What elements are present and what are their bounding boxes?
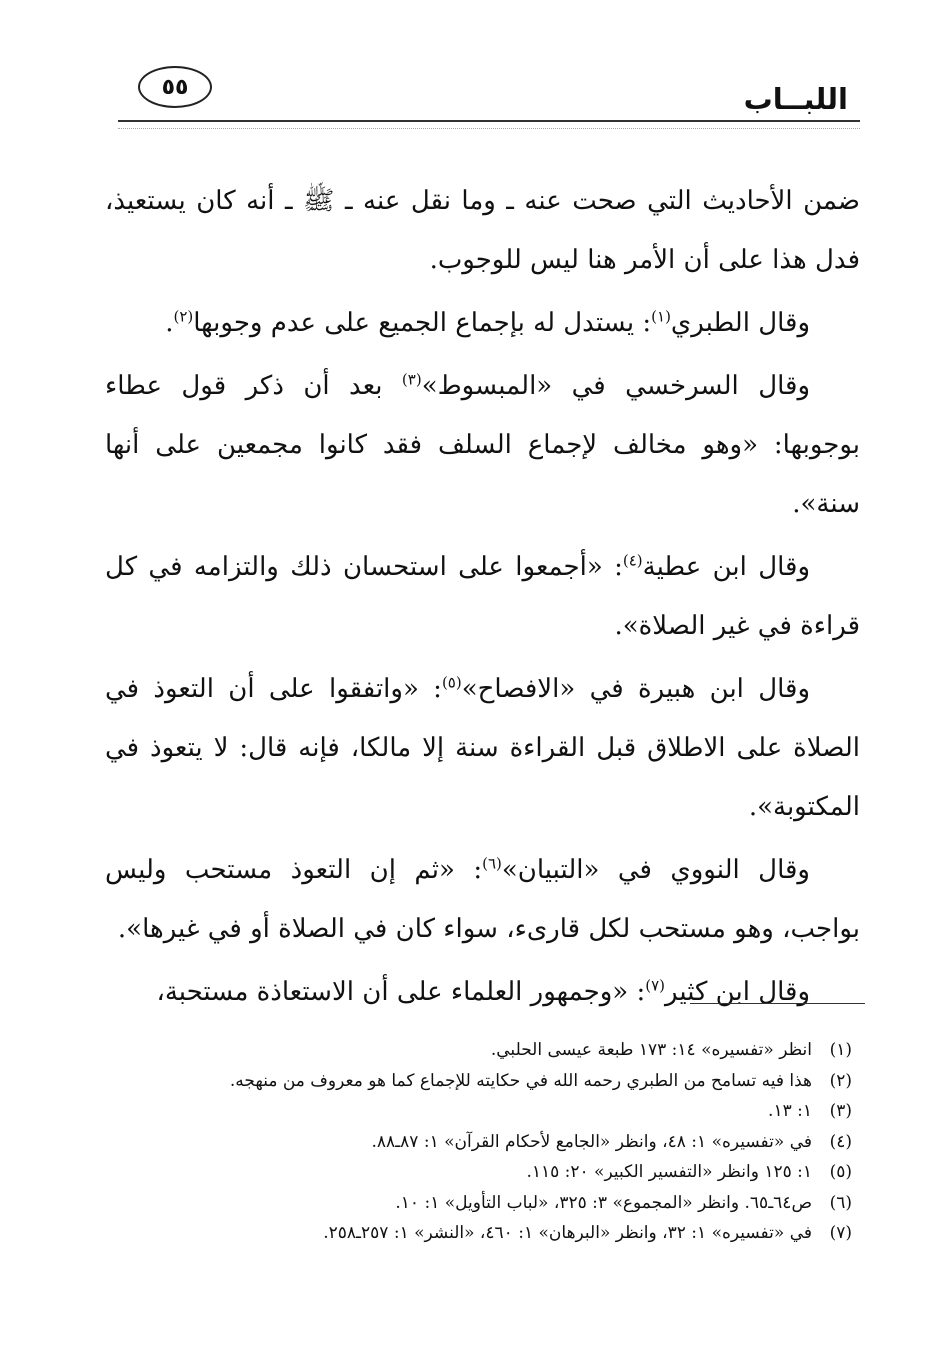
paragraph-tabari-text-c: . bbox=[165, 308, 174, 338]
footnote-ref-7: (٧) bbox=[645, 976, 665, 995]
footnote-number: (٦) bbox=[829, 1192, 852, 1213]
paragraph-ibn-hubayra bbox=[105, 660, 860, 837]
footnote-item bbox=[92, 1188, 852, 1219]
footnote-text: ص٦٤ـ٦٥. وانظر «المجموع» ٣: ٣٢٥، «لباب التأويل» ١: ١٠. bbox=[395, 1192, 812, 1213]
footnote-text: انظر «تفسيره» ١٤: ١٧٣ طبعة عيسى الحلبي. bbox=[490, 1040, 812, 1060]
footnotes bbox=[92, 1035, 852, 1249]
paragraph-nawawi-text-b: : «ثم إن التعوذ مستحب وليس بواجب، وهو مستحب لكل قارىء، سواء كان في الصلاة أو في غيرها». bbox=[105, 855, 860, 944]
paragraph-ibn-hubayra-text-a: وقال ابن هبيرة في «الافصاح» bbox=[461, 674, 811, 704]
paragraph-1-line-1: ضمن الأحاديث التي صحت عنه ـ وما نقل عنه ـ ﷺ ـ أنه كان يستعيذ، bbox=[105, 186, 860, 216]
footnote-number: (٢) bbox=[829, 1070, 852, 1091]
paragraph-ibn-atiyya-text-b: : «أجمعوا على استحسان ذلك والتزامه في كل قراءة في غير الصلاة». bbox=[105, 552, 860, 641]
paragraph-sarakhsi bbox=[105, 357, 860, 534]
footnote-text: ١: ١٣. bbox=[768, 1101, 812, 1121]
footnote-number: (٤) bbox=[829, 1131, 852, 1152]
paragraph-ibn-atiyya-text-a: وقال ابن عطية bbox=[642, 552, 810, 582]
footnote-item bbox=[92, 1218, 852, 1249]
footnote-ref-6: (٦) bbox=[482, 854, 502, 873]
paragraph-sarakhsi-text-b: بعد أن ذكر قول عطاء بوجوبها: «وهو مخالف لإجماع السلف فقد كانوا مجمعين على أنها سنة». bbox=[105, 371, 860, 519]
header-rule-secondary bbox=[118, 128, 860, 129]
footnote-text: في «تفسيره» ١: ٣٢، وانظر «البرهان» ١: ٤٦٠، «النشر» ١: ٢٥٧ـ٢٥٨. bbox=[323, 1223, 812, 1243]
footnote-ref-4: (٤) bbox=[622, 551, 643, 570]
running-header-title: اللبــاب bbox=[743, 82, 848, 116]
header-rule bbox=[118, 120, 860, 122]
paragraph-nawawi bbox=[105, 841, 860, 959]
footnote-text: في «تفسيره» ١: ٤٨، وانظر «الجامع لأحكام القرآن» ١: ٨٧ـ٨٨. bbox=[371, 1131, 812, 1152]
footnote-item bbox=[92, 1096, 852, 1127]
paragraph-tabari-text-b: : يستدل له بإجماع الجميع على عدم وجوبها bbox=[193, 308, 652, 338]
footnote-number: (٥) bbox=[829, 1162, 852, 1182]
footnote-ref-1: (١) bbox=[651, 307, 671, 326]
footnote-item bbox=[92, 1035, 852, 1066]
footnote-ref-3: (٣) bbox=[401, 370, 422, 389]
page-number: ٥٥ bbox=[138, 66, 212, 108]
footnote-text: ١: ١٢٥ وانظر «التفسير الكبير» ٢٠: ١١٥. bbox=[526, 1162, 812, 1182]
footnote-separator bbox=[690, 1003, 865, 1004]
footnote-ref-5: (٥) bbox=[441, 673, 462, 692]
footnote-item bbox=[92, 1066, 852, 1097]
paragraph-ibn-kathir bbox=[105, 963, 860, 1022]
paragraph-ibn-atiyya bbox=[105, 538, 860, 656]
footnote-number: (١) bbox=[829, 1040, 852, 1060]
footnote-number: (٣) bbox=[829, 1101, 852, 1121]
paragraph-sarakhsi-text-a: وقال السرخسي في «المبسوط» bbox=[421, 371, 811, 401]
paragraph-ibn-kathir-text-b: : «وجمهور العلماء على أن الاستعاذة مستحبة، bbox=[156, 977, 646, 1007]
paragraph-1-line-2: فدل هذا على أن الأمر هنا ليس للوجوب. bbox=[429, 245, 860, 275]
footnote-text: هذا فيه تسامح من الطبري رحمه الله في حكايته للإجماع كما هو معروف من منهجه. bbox=[229, 1070, 812, 1091]
paragraph-nawawi-text-a: وقال النووي في «التبيان» bbox=[501, 855, 810, 885]
paragraph-ibn-hubayra-text-b: : «واتفقوا على أن التعوذ في الصلاة على الاطلاق قبل القراءة سنة إلا مالكا، فإنه قال: لا يتعوذ في المكتوبة». bbox=[105, 674, 860, 822]
footnote-item bbox=[92, 1127, 852, 1158]
footnote-ref-2: (٢) bbox=[173, 307, 194, 326]
paragraph-tabari bbox=[105, 294, 860, 353]
main-text bbox=[105, 172, 860, 1022]
paragraph-ibn-kathir-text-a: وقال ابن كثير bbox=[665, 977, 810, 1007]
footnote-number: (٧) bbox=[829, 1223, 852, 1243]
paragraph-1 bbox=[105, 172, 860, 290]
footnote-item bbox=[92, 1157, 852, 1188]
paragraph-tabari-text-a: وقال الطبري bbox=[670, 308, 810, 338]
